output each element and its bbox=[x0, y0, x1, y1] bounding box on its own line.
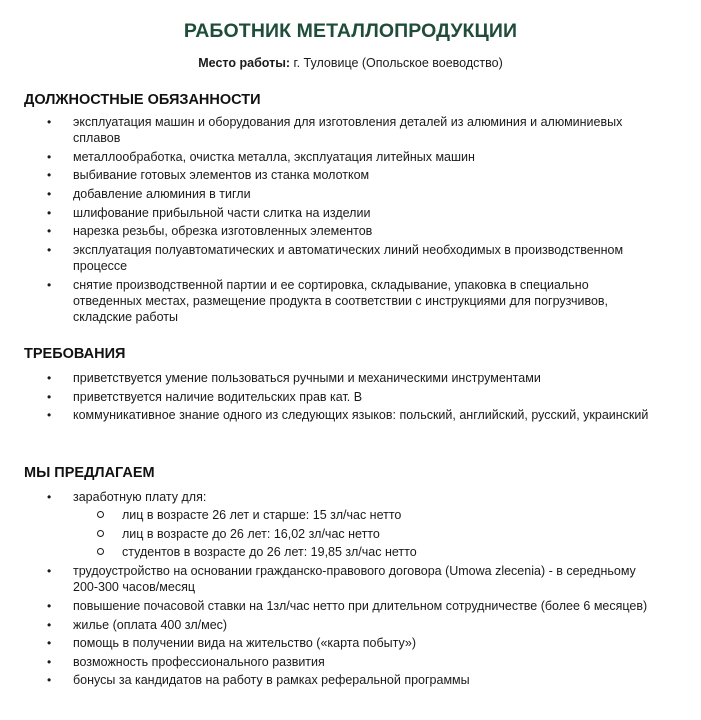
sub-list-item-text: лиц в возрасте до 26 лет: 16,02 зл/час нетто bbox=[122, 526, 380, 541]
list-item bbox=[0, 205, 653, 221]
bullet-icon: • bbox=[47, 277, 52, 292]
bullet-icon: • bbox=[47, 408, 52, 423]
salary-sublist bbox=[73, 507, 653, 560]
workplace-value: г. Туловице (Опольское воеводство) bbox=[290, 56, 503, 70]
sub-list-item bbox=[73, 526, 653, 542]
list-item bbox=[0, 186, 653, 202]
list-item-text: добавление алюминия в тигли bbox=[73, 187, 251, 202]
bullet-icon: • bbox=[47, 242, 52, 257]
list-item-text: снятие производственной партии и ее сортировка, складывание, упаковка в специально отведенных местах, размещение продукта в соответствии с инструкциями для погрузчивов, складские работы bbox=[73, 277, 609, 325]
list-item-text: металлообработка, очистка металла, эксплуатация литейных машин bbox=[73, 149, 475, 164]
list-item-text: помощь в получении вида на жительство («карта побыту») bbox=[73, 636, 417, 651]
list-item bbox=[0, 654, 653, 670]
workplace-label: Место работы: bbox=[198, 56, 291, 70]
list-item bbox=[0, 389, 653, 405]
sub-list-item bbox=[73, 507, 653, 523]
offer-heading: МЫ ПРЕДЛАГАЕМ bbox=[24, 465, 155, 481]
list-item bbox=[0, 598, 653, 614]
list-item-text: эксплуатация полуавтоматических и автоматических линий необходимых в производственном процессе bbox=[73, 242, 624, 274]
bullet-icon: • bbox=[47, 224, 52, 239]
bullet-icon: • bbox=[47, 371, 52, 385]
bullet-icon: • bbox=[47, 598, 52, 613]
list-item bbox=[0, 635, 653, 651]
bullet-icon: • bbox=[47, 490, 52, 504]
list-item-text: шлифование прибыльной части слитка на изделии bbox=[73, 205, 371, 220]
list-item-text: жилье (оплата 400 зл/мес) bbox=[73, 617, 228, 632]
list-item bbox=[0, 223, 653, 239]
document-title: РАБОТНИК МЕТАЛЛОПРОДУКЦИИ bbox=[183, 20, 518, 42]
duties-list bbox=[0, 114, 653, 328]
duties-heading: ДОЛЖНОСТНЫЕ ОБЯЗАННОСТИ bbox=[24, 92, 261, 108]
bullet-icon: • bbox=[47, 389, 52, 404]
list-item-text: приветствуется наличие водительских прав кат. В bbox=[73, 389, 363, 404]
bullet-icon: • bbox=[47, 636, 52, 651]
bullet-icon: • bbox=[47, 187, 52, 202]
sub-list-item-text: студентов в возрасте до 26 лет: 19,85 зл/час нетто bbox=[122, 545, 417, 560]
list-item bbox=[0, 563, 653, 596]
circle-bullet-icon bbox=[97, 548, 104, 555]
salary-label: заработную плату для: bbox=[73, 490, 207, 504]
bullet-icon: • bbox=[47, 205, 52, 220]
list-item-text: повышение почасовой ставки на 1зл/час нетто при длительном сотрудничестве (более 6 месяцев) bbox=[73, 598, 648, 613]
list-item-text: бонусы за кандидатов на работу в рамках реферальной программы bbox=[73, 673, 470, 688]
bullet-icon: • bbox=[47, 617, 52, 632]
bullet-icon: • bbox=[47, 149, 52, 164]
workplace-line bbox=[0, 56, 701, 70]
list-item-text: коммуникативное знание одного из следующих языков: польский, английский, русский, украинский bbox=[73, 408, 649, 423]
list-item bbox=[0, 370, 653, 386]
list-item bbox=[0, 242, 653, 275]
bullet-icon: • bbox=[47, 564, 52, 579]
bullet-icon: • bbox=[47, 673, 52, 688]
list-item bbox=[0, 114, 653, 147]
list-item-text: выбивание готовых элементов из станка молотком bbox=[73, 168, 370, 183]
list-item bbox=[0, 672, 653, 688]
circle-bullet-icon bbox=[97, 530, 104, 537]
requirements-list bbox=[0, 370, 653, 426]
list-item-text: приветствуется умение пользоваться ручными и механическими инструментами bbox=[73, 371, 541, 385]
list-item bbox=[0, 489, 653, 561]
offer-list bbox=[0, 489, 653, 691]
bullet-icon: • bbox=[47, 168, 52, 183]
list-item bbox=[0, 149, 653, 165]
list-item-text: эксплуатация машин и оборудования для изготовления деталей из алюминия и алюминиевых сплавов bbox=[73, 115, 623, 146]
list-item bbox=[0, 277, 653, 326]
list-item-text: нарезка резьбы, обрезка изготовленных элементов bbox=[73, 224, 373, 239]
list-item bbox=[0, 167, 653, 183]
bullet-icon: • bbox=[47, 115, 52, 129]
list-item-text: возможность профессионального развития bbox=[73, 654, 325, 669]
list-item bbox=[0, 407, 653, 423]
sub-list-item bbox=[73, 544, 653, 560]
bullet-icon: • bbox=[47, 654, 52, 669]
requirements-heading: ТРЕБОВАНИЯ bbox=[24, 346, 126, 362]
list-item bbox=[0, 617, 653, 633]
circle-bullet-icon bbox=[97, 511, 104, 518]
list-item-text: трудоустройство на основании гражданско-правового договора (Umowa zlecenia) - в середньому 200-300 часов/месяц bbox=[73, 564, 636, 595]
sub-list-item-text: лиц в возрасте 26 лет и старше: 15 зл/час нетто bbox=[122, 508, 402, 523]
